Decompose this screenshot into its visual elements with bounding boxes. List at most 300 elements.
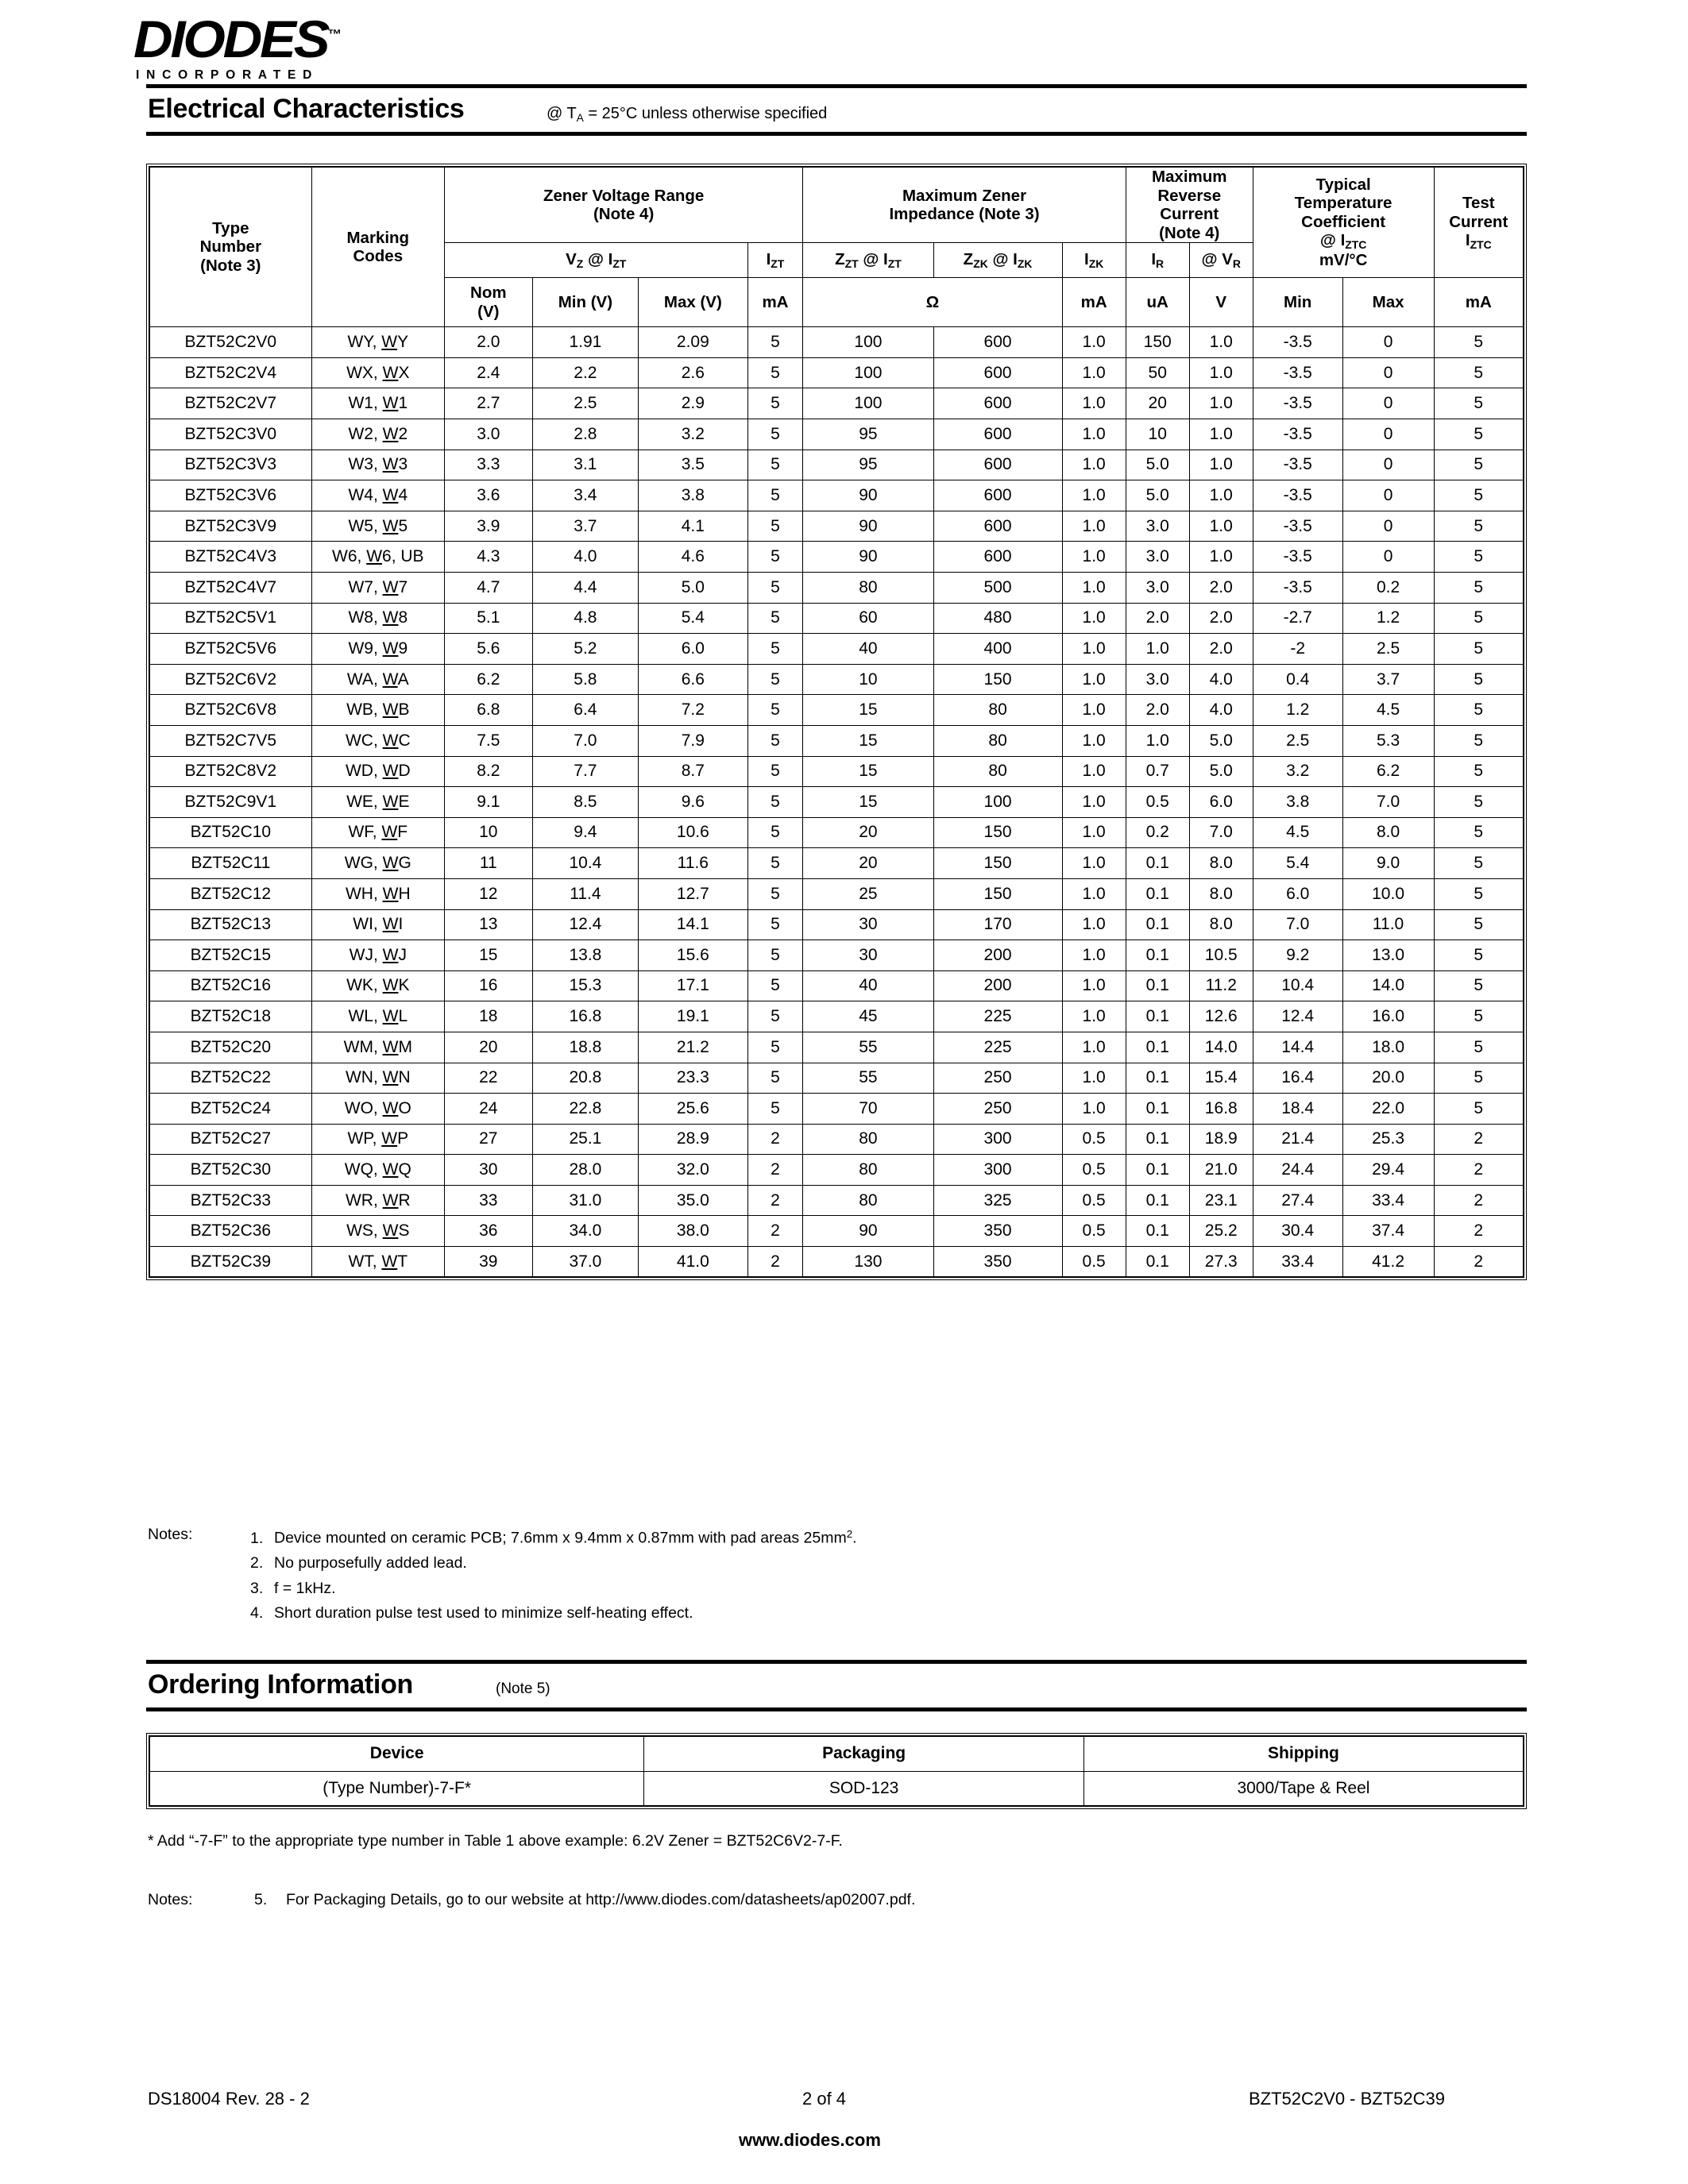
cell-marking-codes: W6, W6, UB — [311, 542, 444, 573]
cell-iztc-test-current: 5 — [1434, 878, 1524, 909]
cell-ir-reverse-current: 3.0 — [1126, 573, 1189, 604]
cell-zzk-impedance: 200 — [933, 940, 1062, 971]
cell-izt-current: 2 — [747, 1216, 803, 1247]
marking-underlined-char: W — [382, 363, 399, 382]
cell-max-voltage: 23.3 — [639, 1063, 747, 1094]
cell-izt-current: 5 — [747, 450, 803, 480]
cell-vr-reverse-voltage: 2.0 — [1189, 573, 1253, 604]
cell-zzt-impedance: 100 — [803, 357, 933, 388]
cell-ir-reverse-current: 2.0 — [1126, 695, 1189, 726]
marking-underlined-char: W — [382, 976, 399, 995]
cell-tc-min: -2.7 — [1253, 603, 1342, 634]
cell-min-voltage: 31.0 — [532, 1185, 638, 1216]
cell-zzt-impedance: 90 — [803, 1216, 933, 1247]
cell-izk-current: 1.0 — [1062, 1001, 1126, 1032]
cell-nom-voltage: 5.6 — [444, 634, 532, 665]
cell-zzk-impedance: 600 — [933, 511, 1062, 542]
electrical-characteristics-table — [149, 166, 1524, 1278]
cell-min-voltage: 12.4 — [532, 909, 638, 940]
cell-marking-codes: WS, WS — [311, 1216, 444, 1247]
cell-vr-reverse-voltage: 5.0 — [1189, 756, 1253, 787]
table-row — [149, 664, 1524, 695]
ordering-header-shipping: Shipping — [1083, 1736, 1524, 1771]
table-row — [149, 1124, 1524, 1155]
cell-iztc-test-current: 5 — [1434, 603, 1524, 634]
cell-ir-reverse-current: 0.5 — [1126, 787, 1189, 818]
note-text: Short duration pulse test used to minimize self-heating effect. — [274, 1604, 693, 1623]
cell-izt-current: 5 — [747, 1063, 803, 1094]
cell-vr-reverse-voltage: 7.0 — [1189, 817, 1253, 848]
table-row — [149, 970, 1524, 1001]
marking-underlined-char: W — [382, 639, 399, 658]
cell-ir-reverse-current: 0.7 — [1126, 756, 1189, 787]
cell-izt-current: 5 — [747, 511, 803, 542]
marking-underlined-char: W — [382, 1160, 399, 1179]
footer-document-id: DS18004 Rev. 28 - 2 — [148, 2089, 310, 2109]
cell-nom-voltage: 3.6 — [444, 480, 532, 511]
cell-izk-current: 1.0 — [1062, 1063, 1126, 1094]
cell-ir-reverse-current: 0.1 — [1126, 1247, 1189, 1278]
cell-marking-codes: WX, WX — [311, 357, 444, 388]
cell-max-voltage: 2.9 — [639, 388, 747, 419]
cell-tc-max: 7.0 — [1342, 787, 1434, 818]
cell-min-voltage: 7.0 — [532, 725, 638, 756]
cell-izk-current: 1.0 — [1062, 357, 1126, 388]
cell-zzt-impedance: 55 — [803, 1032, 933, 1063]
cell-min-voltage: 11.4 — [532, 878, 638, 909]
cell-zzk-impedance: 300 — [933, 1124, 1062, 1155]
cell-izt-current: 5 — [747, 419, 803, 450]
cell-tc-max: 13.0 — [1342, 940, 1434, 971]
cell-izk-current: 1.0 — [1062, 511, 1126, 542]
cell-vr-reverse-voltage: 1.0 — [1189, 450, 1253, 480]
cell-iztc-test-current: 5 — [1434, 419, 1524, 450]
cell-vr-reverse-voltage: 1.0 — [1189, 480, 1253, 511]
cell-marking-codes: WA, WA — [311, 664, 444, 695]
cell-nom-voltage: 20 — [444, 1032, 532, 1063]
cell-vr-reverse-voltage: 27.3 — [1189, 1247, 1253, 1278]
cell-izk-current: 1.0 — [1062, 480, 1126, 511]
cell-min-voltage: 4.0 — [532, 542, 638, 573]
cell-tc-min: 18.4 — [1253, 1094, 1342, 1125]
cell-ir-reverse-current: 0.1 — [1126, 909, 1189, 940]
cell-nom-voltage: 24 — [444, 1094, 532, 1125]
ordering-heading-note: (Note 5) — [496, 1680, 550, 1697]
cell-iztc-test-current: 5 — [1434, 1094, 1524, 1125]
notes-bottom-text: For Packaging Details, go to our website at http://www.diodes.com/datasheets/ap02007.pdf. — [286, 1891, 916, 1908]
cell-iztc-test-current: 5 — [1434, 725, 1524, 756]
cell-ir-reverse-current: 0.1 — [1126, 1063, 1189, 1094]
cell-type-number: BZT52C5V6 — [149, 634, 311, 665]
cell-min-voltage: 10.4 — [532, 848, 638, 879]
cell-min-voltage: 13.8 — [532, 940, 638, 971]
cell-zzt-impedance: 15 — [803, 725, 933, 756]
cell-ir-reverse-current: 0.2 — [1126, 817, 1189, 848]
cell-nom-voltage: 6.8 — [444, 695, 532, 726]
cell-type-number: BZT52C13 — [149, 909, 311, 940]
table-row — [149, 419, 1524, 450]
footer-part-range: BZT52C2V0 - BZT52C39 — [1249, 2089, 1445, 2109]
cell-zzt-impedance: 30 — [803, 940, 933, 971]
cell-type-number: BZT52C2V7 — [149, 388, 311, 419]
cell-nom-voltage: 4.7 — [444, 573, 532, 604]
cell-ir-reverse-current: 5.0 — [1126, 480, 1189, 511]
note-item — [250, 1526, 856, 1551]
cell-izt-current: 5 — [747, 603, 803, 634]
cell-tc-max: 0 — [1342, 327, 1434, 358]
cell-ir-reverse-current: 0.1 — [1126, 940, 1189, 971]
trademark-symbol: ™ — [327, 27, 342, 42]
cell-min-voltage: 34.0 — [532, 1216, 638, 1247]
cell-max-voltage: 8.7 — [639, 756, 747, 787]
cell-vr-reverse-voltage: 16.8 — [1189, 1094, 1253, 1125]
cell-tc-max: 25.3 — [1342, 1124, 1434, 1155]
cell-marking-codes: WK, WK — [311, 970, 444, 1001]
cell-nom-voltage: 33 — [444, 1185, 532, 1216]
cell-max-voltage: 4.6 — [639, 542, 747, 573]
cell-nom-voltage: 3.0 — [444, 419, 532, 450]
cell-izk-current: 1.0 — [1062, 756, 1126, 787]
cell-izt-current: 5 — [747, 725, 803, 756]
note-text-tail: . — [852, 1529, 857, 1547]
cell-ir-reverse-current: 0.1 — [1126, 1185, 1189, 1216]
cell-vr-reverse-voltage: 10.5 — [1189, 940, 1253, 971]
cell-marking-codes: WM, WM — [311, 1032, 444, 1063]
note-number: 2. — [250, 1554, 264, 1572]
cell-iztc-test-current: 5 — [1434, 1063, 1524, 1094]
cell-ir-reverse-current: 50 — [1126, 357, 1189, 388]
cell-max-voltage: 41.0 — [639, 1247, 747, 1278]
cell-iztc-test-current: 5 — [1434, 357, 1524, 388]
logo-subtitle: INCORPORATED — [136, 68, 319, 82]
cell-tc-min: 33.4 — [1253, 1247, 1342, 1278]
cell-min-voltage: 2.2 — [532, 357, 638, 388]
cell-max-voltage: 4.1 — [639, 511, 747, 542]
cell-zzt-impedance: 80 — [803, 1185, 933, 1216]
marking-underlined-char: W — [382, 1190, 399, 1210]
cell-nom-voltage: 10 — [444, 817, 532, 848]
cell-izt-current: 5 — [747, 756, 803, 787]
note-item — [250, 1551, 856, 1576]
cell-tc-min: -3.5 — [1253, 511, 1342, 542]
cell-tc-max: 22.0 — [1342, 1094, 1434, 1125]
cell-type-number: BZT52C36 — [149, 1216, 311, 1247]
header-unit-ohm: Ω — [803, 278, 1062, 327]
table-row — [149, 787, 1524, 818]
cell-ir-reverse-current: 10 — [1126, 419, 1189, 450]
cell-tc-max: 0 — [1342, 511, 1434, 542]
cell-tc-min: -3.5 — [1253, 542, 1342, 573]
cell-zzk-impedance: 80 — [933, 695, 1062, 726]
header-symbol-ir: $I_R$ — [1126, 243, 1189, 278]
marking-underlined-char: W — [382, 1068, 399, 1087]
cell-izk-current: 1.0 — [1062, 634, 1126, 665]
header-symbol-izt: $I_{ZT}$ — [747, 243, 803, 278]
cell-vr-reverse-voltage: 21.0 — [1189, 1155, 1253, 1186]
cell-zzk-impedance: 170 — [933, 909, 1062, 940]
cell-max-voltage: 2.09 — [639, 327, 747, 358]
notes-bottom-number: 5. — [254, 1891, 268, 1908]
footer-website-url[interactable]: www.diodes.com — [739, 2130, 881, 2150]
cell-tc-max: 20.0 — [1342, 1063, 1434, 1094]
cell-iztc-test-current: 2 — [1434, 1155, 1524, 1186]
cell-min-voltage: 22.8 — [532, 1094, 638, 1125]
cell-type-number: BZT52C16 — [149, 970, 311, 1001]
cell-zzt-impedance: 20 — [803, 848, 933, 879]
cell-zzk-impedance: 350 — [933, 1247, 1062, 1278]
note-item — [250, 1601, 856, 1626]
cell-ir-reverse-current: 0.1 — [1126, 970, 1189, 1001]
cell-type-number: BZT52C2V0 — [149, 327, 311, 358]
table-row — [149, 450, 1524, 480]
marking-underlined-char: W — [382, 485, 399, 504]
cell-type-number: BZT52C5V1 — [149, 603, 311, 634]
cell-type-number: BZT52C27 — [149, 1124, 311, 1155]
cell-min-voltage: 3.1 — [532, 450, 638, 480]
cell-vr-reverse-voltage: 4.0 — [1189, 664, 1253, 695]
cell-tc-max: 41.2 — [1342, 1247, 1434, 1278]
cell-max-voltage: 10.6 — [639, 817, 747, 848]
cell-marking-codes: W3, W3 — [311, 450, 444, 480]
cell-type-number: BZT52C11 — [149, 848, 311, 879]
cell-izk-current: 1.0 — [1062, 725, 1126, 756]
table-header-group-row — [149, 167, 1524, 243]
cell-zzt-impedance: 25 — [803, 878, 933, 909]
cell-nom-voltage: 2.7 — [444, 388, 532, 419]
cell-tc-min: 5.4 — [1253, 848, 1342, 879]
cell-zzk-impedance: 350 — [933, 1216, 1062, 1247]
table-row — [149, 940, 1524, 971]
cell-izk-current: 1.0 — [1062, 787, 1126, 818]
cell-ir-reverse-current: 0.1 — [1126, 878, 1189, 909]
ordering-data-row — [149, 1771, 1524, 1806]
note-text: Device mounted on ceramic PCB; 7.6mm x 9.4mm x 0.87mm with pad areas 25mm — [274, 1529, 847, 1547]
cell-zzt-impedance: 130 — [803, 1247, 933, 1278]
marking-underlined-char: W — [382, 915, 399, 934]
cell-iztc-test-current: 5 — [1434, 573, 1524, 604]
cell-tc-max: 0 — [1342, 542, 1434, 573]
cell-zzk-impedance: 150 — [933, 878, 1062, 909]
note-item — [250, 1576, 856, 1602]
table-row — [149, 1155, 1524, 1186]
cell-iztc-test-current: 5 — [1434, 695, 1524, 726]
cell-ir-reverse-current: 20 — [1126, 388, 1189, 419]
cell-vr-reverse-voltage: 2.0 — [1189, 634, 1253, 665]
cell-vr-reverse-voltage: 8.0 — [1189, 848, 1253, 879]
table-row — [149, 634, 1524, 665]
cell-nom-voltage: 22 — [444, 1063, 532, 1094]
cell-izt-current: 5 — [747, 634, 803, 665]
cell-nom-voltage: 5.1 — [444, 603, 532, 634]
cell-min-voltage: 5.8 — [532, 664, 638, 695]
cell-tc-min: 4.5 — [1253, 817, 1342, 848]
cell-nom-voltage: 8.2 — [444, 756, 532, 787]
cell-marking-codes: WP, WP — [311, 1124, 444, 1155]
cell-zzt-impedance: 40 — [803, 970, 933, 1001]
cell-type-number: BZT52C6V8 — [149, 695, 311, 726]
cell-zzt-impedance: 55 — [803, 1063, 933, 1094]
cell-marking-codes: WB, WB — [311, 695, 444, 726]
cell-tc-min: 1.2 — [1253, 695, 1342, 726]
cell-iztc-test-current: 5 — [1434, 787, 1524, 818]
cell-marking-codes: W2, W2 — [311, 419, 444, 450]
header-max-zener-impedance: Maximum Zener Impedance (Note 3) — [803, 167, 1126, 243]
cell-tc-max: 14.0 — [1342, 970, 1434, 1001]
cell-zzt-impedance: 15 — [803, 787, 933, 818]
cell-marking-codes: WJ, WJ — [311, 940, 444, 971]
cell-vr-reverse-voltage: 1.0 — [1189, 511, 1253, 542]
marking-underlined-char: W — [366, 547, 383, 566]
marking-underlined-char: W — [382, 669, 398, 689]
cell-type-number: BZT52C33 — [149, 1185, 311, 1216]
cell-vr-reverse-voltage: 8.0 — [1189, 909, 1253, 940]
cell-tc-max: 37.4 — [1342, 1216, 1434, 1247]
header-unit-tc-max: Max — [1342, 278, 1434, 327]
cell-iztc-test-current: 5 — [1434, 480, 1524, 511]
cell-zzk-impedance: 480 — [933, 603, 1062, 634]
cell-nom-voltage: 2.0 — [444, 327, 532, 358]
cell-izk-current: 1.0 — [1062, 878, 1126, 909]
cell-iztc-test-current: 5 — [1434, 634, 1524, 665]
electrical-heading-title: Electrical Characteristics — [148, 94, 465, 124]
cell-izt-current: 5 — [747, 357, 803, 388]
marking-underlined-char: W — [381, 823, 398, 842]
cell-izt-current: 2 — [747, 1124, 803, 1155]
cell-type-number: BZT52C24 — [149, 1094, 311, 1125]
header-symbol-vr: @ $V_R$ — [1189, 243, 1253, 278]
cell-iztc-test-current: 5 — [1434, 909, 1524, 940]
cell-izk-current: 1.0 — [1062, 327, 1126, 358]
cell-ir-reverse-current: 2.0 — [1126, 603, 1189, 634]
cell-zzk-impedance: 600 — [933, 357, 1062, 388]
cell-tc-max: 9.0 — [1342, 848, 1434, 879]
cell-tc-max: 2.5 — [1342, 634, 1434, 665]
ordering-heading-rule-top — [146, 1660, 1527, 1664]
marking-underlined-char: W — [382, 792, 399, 811]
marking-underlined-char: W — [382, 700, 399, 720]
cell-min-voltage: 8.5 — [532, 787, 638, 818]
cell-min-voltage: 16.8 — [532, 1001, 638, 1032]
cell-max-voltage: 32.0 — [639, 1155, 747, 1186]
cell-vr-reverse-voltage: 1.0 — [1189, 357, 1253, 388]
cell-nom-voltage: 6.2 — [444, 664, 532, 695]
cell-type-number: BZT52C9V1 — [149, 787, 311, 818]
marking-underlined-char: W — [382, 608, 399, 627]
cell-izk-current: 1.0 — [1062, 542, 1126, 573]
marking-underlined-char: W — [382, 854, 399, 873]
cell-ir-reverse-current: 3.0 — [1126, 511, 1189, 542]
cell-tc-max: 1.2 — [1342, 603, 1434, 634]
cell-type-number: BZT52C2V4 — [149, 357, 311, 388]
cell-zzk-impedance: 500 — [933, 573, 1062, 604]
cell-zzk-impedance: 600 — [933, 542, 1062, 573]
logo-wordmark: DIODES™ — [133, 10, 342, 68]
table-row — [149, 1247, 1524, 1278]
marking-underlined-char: W — [382, 945, 399, 964]
cell-marking-codes: WC, WC — [311, 725, 444, 756]
cell-izt-current: 5 — [747, 909, 803, 940]
marking-underlined-char: W — [382, 1007, 399, 1026]
cell-max-voltage: 2.6 — [639, 357, 747, 388]
cell-marking-codes: WG, WG — [311, 848, 444, 879]
cell-type-number: BZT52C3V6 — [149, 480, 311, 511]
cell-zzt-impedance: 90 — [803, 511, 933, 542]
table-row — [149, 817, 1524, 848]
cell-tc-max: 33.4 — [1342, 1185, 1434, 1216]
header-unit-nom-v: Nom (V) — [444, 278, 532, 327]
cell-zzk-impedance: 600 — [933, 450, 1062, 480]
header-unit-ir-ua: uA — [1126, 278, 1189, 327]
cell-zzt-impedance: 15 — [803, 756, 933, 787]
cell-max-voltage: 38.0 — [639, 1216, 747, 1247]
cell-min-voltage: 28.0 — [532, 1155, 638, 1186]
cell-type-number: BZT52C30 — [149, 1155, 311, 1186]
cell-izk-current: 1.0 — [1062, 603, 1126, 634]
cell-max-voltage: 6.6 — [639, 664, 747, 695]
cell-tc-min: 30.4 — [1253, 1216, 1342, 1247]
cell-vr-reverse-voltage: 23.1 — [1189, 1185, 1253, 1216]
cell-type-number: BZT52C8V2 — [149, 756, 311, 787]
ordering-header-device: Device — [149, 1736, 644, 1771]
cell-nom-voltage: 15 — [444, 940, 532, 971]
header-marking-codes: Marking Codes — [311, 167, 444, 327]
cell-izk-current: 1.0 — [1062, 909, 1126, 940]
header-unit-izk-ma: mA — [1062, 278, 1126, 327]
cell-nom-voltage: 30 — [444, 1155, 532, 1186]
cell-marking-codes: W9, W9 — [311, 634, 444, 665]
cell-tc-max: 10.0 — [1342, 878, 1434, 909]
cell-ir-reverse-current: 0.1 — [1126, 1032, 1189, 1063]
cell-marking-codes: WQ, WQ — [311, 1155, 444, 1186]
cell-tc-min: -3.5 — [1253, 419, 1342, 450]
cell-iztc-test-current: 5 — [1434, 848, 1524, 879]
table-row — [149, 725, 1524, 756]
cell-zzt-impedance: 45 — [803, 1001, 933, 1032]
cell-izk-current: 0.5 — [1062, 1155, 1126, 1186]
cell-type-number: BZT52C18 — [149, 1001, 311, 1032]
cell-tc-min: 0.4 — [1253, 664, 1342, 695]
cell-min-voltage: 1.91 — [532, 327, 638, 358]
marking-underlined-char: W — [382, 394, 399, 413]
cell-max-voltage: 5.0 — [639, 573, 747, 604]
cell-iztc-test-current: 5 — [1434, 970, 1524, 1001]
cell-tc-max: 0 — [1342, 450, 1434, 480]
cell-zzt-impedance: 100 — [803, 388, 933, 419]
cell-izt-current: 5 — [747, 970, 803, 1001]
cell-min-voltage: 15.3 — [532, 970, 638, 1001]
cell-min-voltage: 20.8 — [532, 1063, 638, 1094]
cell-iztc-test-current: 5 — [1434, 450, 1524, 480]
cell-izk-current: 1.0 — [1062, 695, 1126, 726]
cell-max-voltage: 14.1 — [639, 909, 747, 940]
cell-zzk-impedance: 400 — [933, 634, 1062, 665]
cell-izt-current: 5 — [747, 848, 803, 879]
cell-iztc-test-current: 2 — [1434, 1185, 1524, 1216]
cell-nom-voltage: 3.9 — [444, 511, 532, 542]
cell-iztc-test-current: 2 — [1434, 1247, 1524, 1278]
cell-tc-max: 16.0 — [1342, 1001, 1434, 1032]
cell-nom-voltage: 2.4 — [444, 357, 532, 388]
cell-zzk-impedance: 325 — [933, 1185, 1062, 1216]
cell-iztc-test-current: 2 — [1434, 1124, 1524, 1155]
cell-max-voltage: 5.4 — [639, 603, 747, 634]
electrical-characteristics-table-body — [149, 327, 1524, 1277]
cell-zzk-impedance: 600 — [933, 480, 1062, 511]
marking-underlined-char: W — [382, 424, 399, 443]
ordering-header-row — [149, 1736, 1524, 1771]
cell-zzk-impedance: 250 — [933, 1063, 1062, 1094]
cell-max-voltage: 11.6 — [639, 848, 747, 879]
